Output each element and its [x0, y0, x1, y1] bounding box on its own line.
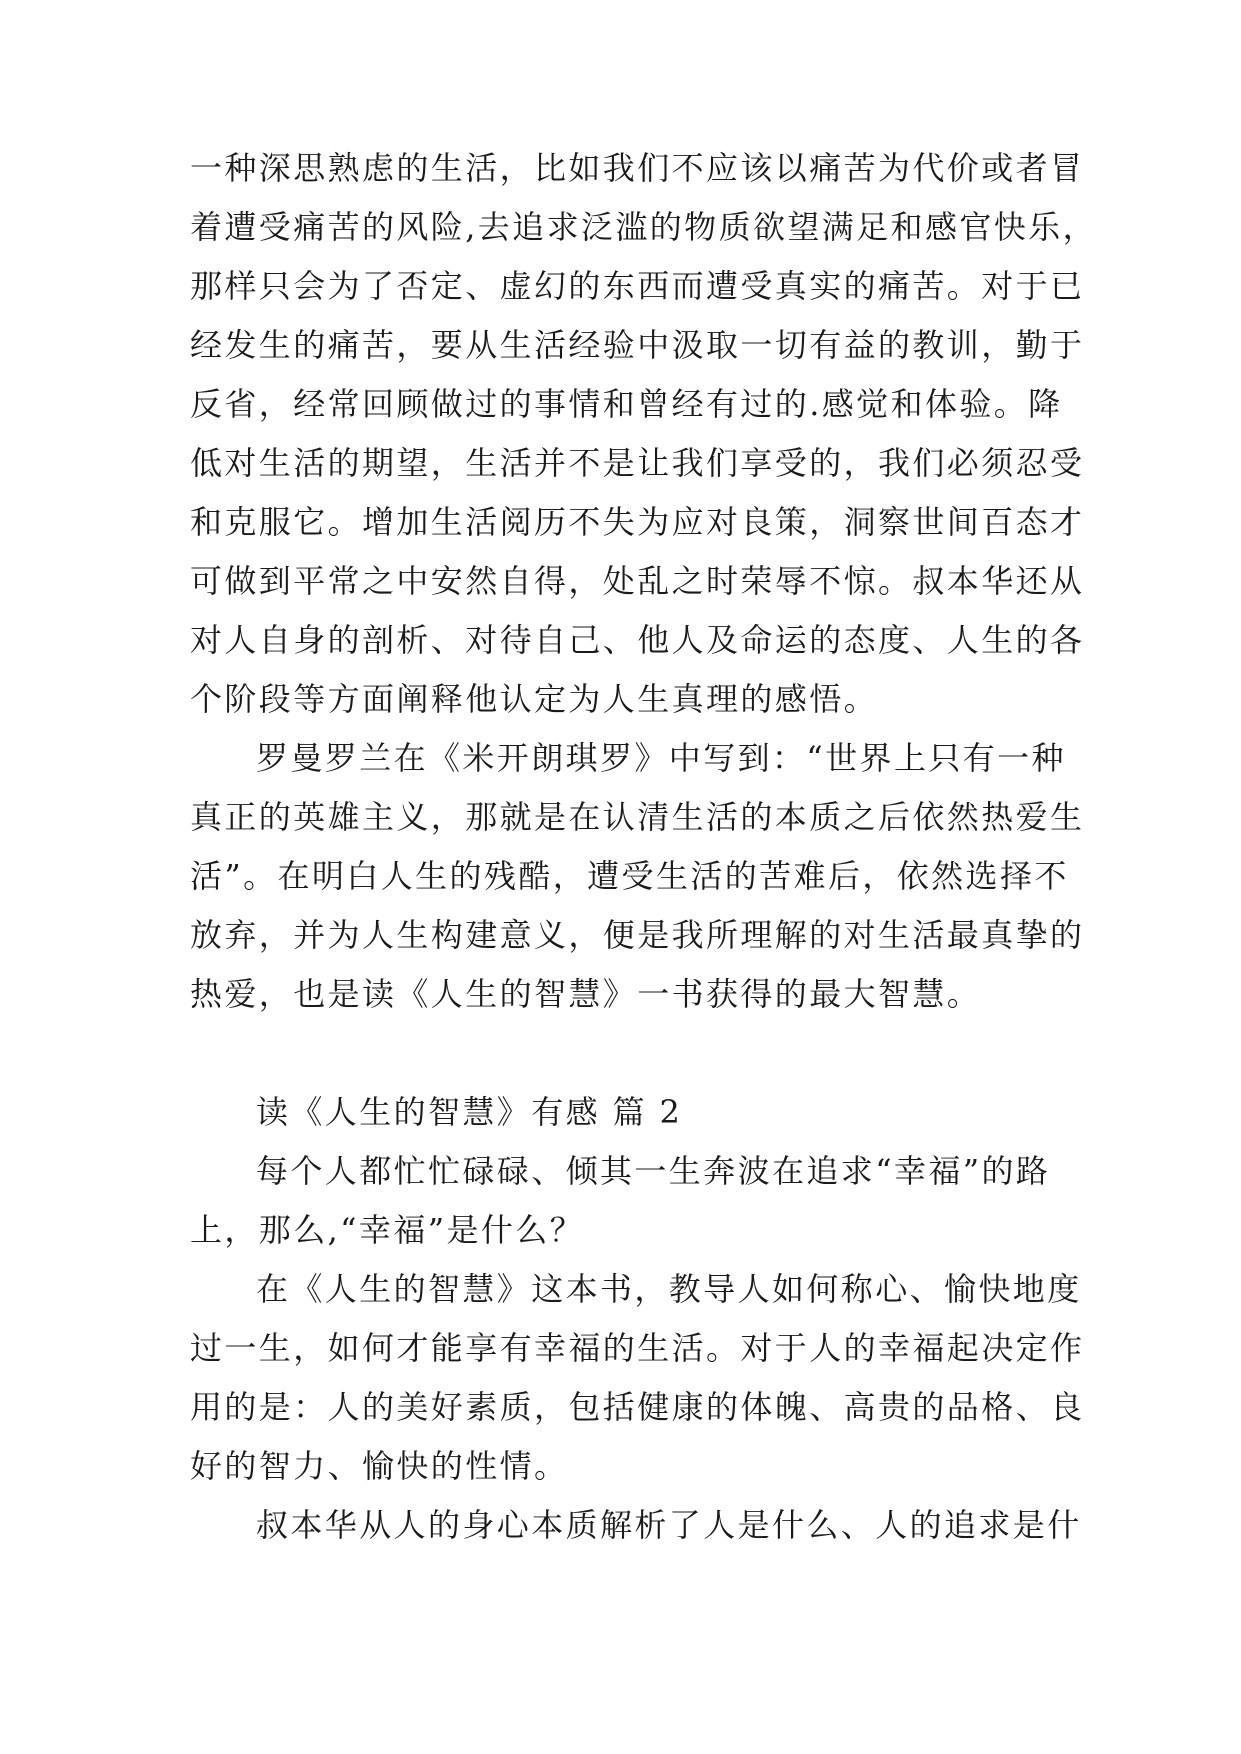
text-line: 可做到平常之中安然自得，处乱之时荣辱不惊。叔本华还从: [190, 562, 1085, 600]
text-line: 和克服它。增加生活阅历不失为应对良策，洞察世间百态才: [190, 503, 1085, 541]
text-line: 那样只会为了否定、虚幻的东西而遭受真实的痛苦。对于已: [190, 267, 1085, 305]
text-line: 个阶段等方面阐释他认定为人生真理的感悟。: [190, 680, 879, 718]
text-line: 低对生活的期望，生活并不是让我们享受的，我们必须忍受: [190, 444, 1085, 482]
text-line: 着遭受痛苦的风险,去追求泛滥的物质欲望满足和感官快乐，: [190, 208, 1097, 246]
text-line: 过一生，如何才能享有幸福的生活。对于人的幸福起决定作: [190, 1329, 1085, 1367]
text-line: 真正的英雄主义，那就是在认清生活的本质之后依然热爱生: [190, 798, 1085, 836]
text-line: 反省，经常回顾做过的事情和曾经有过的.感觉和体验。降: [190, 385, 1063, 423]
text-line: 一种深思熟虑的生活，比如我们不应该以痛苦为代价或者冒: [190, 149, 1085, 187]
text-line: 放弃，并为人生构建意义，便是我所理解的对生活最真挚的: [190, 916, 1085, 954]
section-heading: 读《人生的智慧》有感 篇 2: [256, 1093, 683, 1131]
text-line: 热爱，也是读《人生的智慧》一书获得的最大智慧。: [190, 975, 982, 1013]
text-line: 用的是：人的美好素质，包括健康的体魄、高贵的品格、良: [190, 1388, 1085, 1426]
text-line: 上，那么,“幸福”是什么？: [190, 1211, 585, 1249]
text-line: 每个人都忙忙碌碌、倾其一生奔波在追求“幸福”的路: [256, 1152, 1051, 1190]
text-line: 好的智力、愉快的性情。: [190, 1447, 569, 1485]
text-line: 罗曼罗兰在《米开朗琪罗》中写到：“世界上只有一种: [256, 739, 1066, 777]
text-line: 对人自身的剖析、对待自己、他人及命运的态度、人生的各: [190, 621, 1085, 659]
text-line: 在《人生的智慧》这本书，教导人如何称心、愉快地度: [256, 1270, 1082, 1308]
text-line: 叔本华从人的身心本质解析了人是什么、人的追求是什: [256, 1506, 1082, 1544]
text-line: 经发生的痛苦，要从生活经验中汲取一切有益的教训，勤于: [190, 326, 1085, 364]
text-line: 活”。在明白人生的残酷，遭受生活的苦难后，依然选择不: [190, 857, 1069, 895]
